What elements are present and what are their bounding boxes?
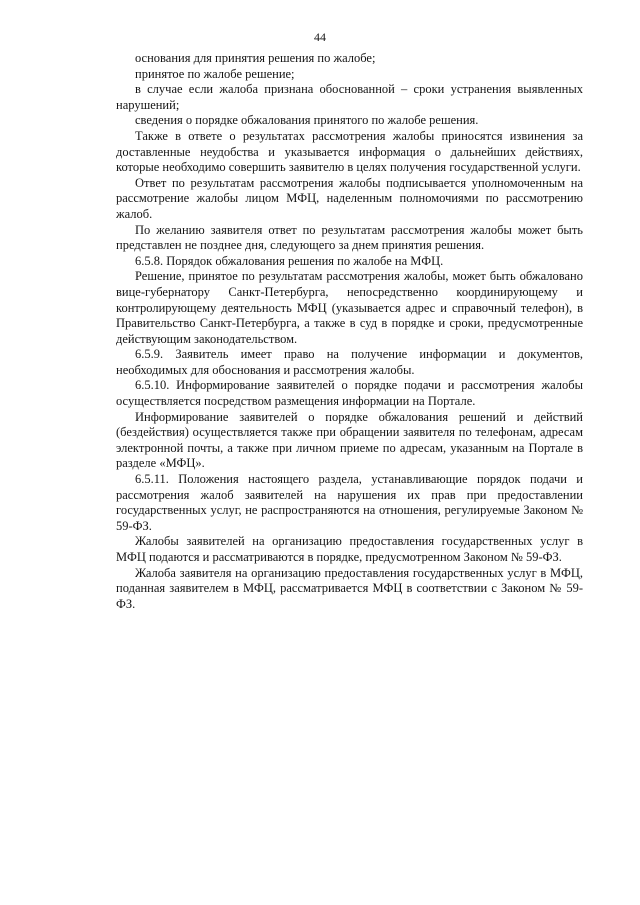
paragraph-grounds: основания для принятия решения по жалобе; xyxy=(135,51,376,65)
paragraph-appeal-info: сведения о порядке обжалования принятого по жалобе решения. xyxy=(135,113,479,128)
document-body xyxy=(116,51,583,612)
paragraph-complaint-review: Жалоба заявителя на организацию предоставления государственных услуг в МФЦ, поданная заявителем в МФЦ, рассматривается МФЦ в соответствии с Законом № 59-ФЗ. xyxy=(116,565,583,611)
paragraph-response-timing: По желанию заявителя ответ по результатам рассмотрения жалобы может быть представлен не позднее дня, следующего за днем принятия решения. xyxy=(116,222,583,253)
paragraph-decision: принятое по жалобе решение; xyxy=(135,66,295,81)
paragraph-complaints-procedure: Жалобы заявителей на организацию предоставления государственных услуг в МФЦ подаются и рассматриваются в порядке, предусмотренном Законом № 59-ФЗ. xyxy=(116,534,583,564)
paragraph-apology: Также в ответе о результатах рассмотрения жалобы приносятся извинения за доставленные неудобства и указывается информация о дальнейших действиях, которые необходимо совершить заявителю в целях получения государственной услуги. xyxy=(116,128,583,175)
paragraph-informing: Информирование заявителей о порядке обжалования решений и действий (бездействия) осуществляется также при обращении заявителя по телефонам, адресам электронной почты, а также при личном приеме по адресам, указанным на Портале в разделе «МФЦ». xyxy=(116,409,583,471)
section-6-5-11: 6.5.11. Положения настоящего раздела, устанавливающие порядок подачи и рассмотрения жалоб заявителей на нарушения их прав при предоставлении государственных услуг, не распространяются на отношения, регулируемые Законом № 59-ФЗ. xyxy=(116,472,583,533)
page-number: 44 xyxy=(314,30,326,44)
section-6-5-10: 6.5.10. Информирование заявителей о порядке подачи и рассмотрения жалобы осуществляется посредством размещения информации на Портале. xyxy=(116,378,583,409)
paragraph-signature: Ответ по результатам рассмотрения жалобы подписывается уполномоченным на рассмотрение жалобы лицом МФЦ, наделенным полномочиями по рассмотрению жалоб. xyxy=(116,175,583,221)
paragraph-deadlines: в случае если жалоба признана обоснованной – сроки устранения выявленных нарушений; xyxy=(116,82,583,112)
section-6-5-9: 6.5.9. Заявитель имеет право на получение информации и документов, необходимых для обоснования и рассмотрения жалобы. xyxy=(116,347,583,377)
section-heading-6-5-8: 6.5.8. Порядок обжалования решения по жалобе на МФЦ. xyxy=(135,253,444,268)
paragraph-appeal-routes: Решение, принятое по результатам рассмотрения жалобы, может быть обжаловано вице-губернатору Санкт-Петербурга, непосредственно координирующему и контролирующему деятельность МФЦ (указывается адрес и справочный телефон), в Правительство Санкт-Петербурга, а также в суд в порядке и сроки, предусмотренные действующим законодательством. xyxy=(116,269,583,346)
